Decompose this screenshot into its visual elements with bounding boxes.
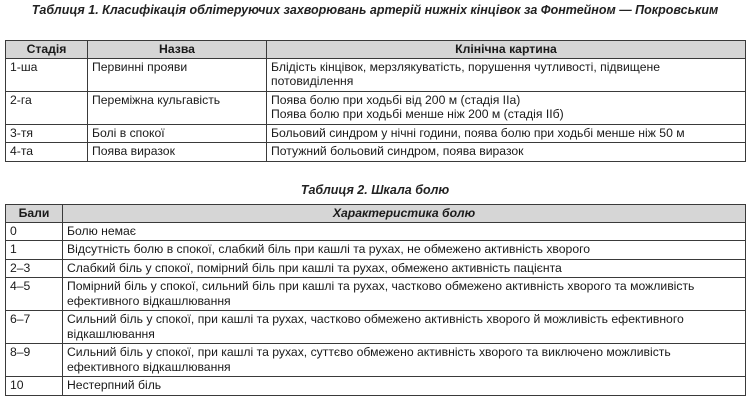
stage-cell: 1-ша: [6, 58, 88, 91]
picture-line: Поява болю при ходьбі менше ніж 200 м (стадія IIб): [271, 107, 564, 121]
table-row: [6, 241, 746, 260]
picture-line: Потужний больовий синдром, поява виразок: [271, 144, 524, 158]
table-row: [6, 278, 746, 311]
description-cell: Сильний біль у спокої, при кашлі та рухах, суттєво обмежено активність хворого та виключено можливість ефективного відкашлювання: [63, 344, 746, 377]
table1-header-name: Назва: [88, 41, 267, 59]
description-cell: Нестерпний біль: [63, 377, 746, 396]
score-cell: 10: [6, 377, 63, 396]
table-row: [6, 143, 746, 162]
table2-header-description: Характеристика болю: [63, 205, 746, 223]
table-row: [6, 124, 746, 143]
table-row: [6, 377, 746, 396]
score-cell: 4–5: [6, 278, 63, 311]
table-row: [6, 222, 746, 241]
description-cell: Відсутність болю в спокої, слабкий біль при кашлі та рухах, не обмежено активність хворого: [63, 241, 746, 260]
stage-cell: 3-тя: [6, 124, 88, 143]
picture-line: Больовий синдром у нічні години, поява болю при ходьбі менше ніж 50 м: [271, 125, 685, 140]
table-row: [6, 344, 746, 377]
table2-caption: Таблиця 2. Шкала болю: [300, 183, 450, 197]
picture-cell: [267, 58, 746, 91]
score-cell: 1: [6, 241, 63, 260]
table1-header-picture: Клінічна картина: [267, 41, 746, 59]
picture-cell: [267, 124, 746, 143]
table-row: [6, 259, 746, 278]
table1-header-stage: Стадія: [6, 41, 88, 59]
table2-header-score: Бали: [6, 205, 63, 223]
table1-caption: Таблиця 1. Класифікація облітеруючих захворювань артерій нижніх кінцівок за Фонтейном — Покровським: [31, 3, 719, 17]
name-cell: Болі в спокої: [88, 124, 267, 143]
score-cell: 6–7: [6, 311, 63, 344]
description-cell: Сильний біль у спокої, при кашлі та рухах, частково обмежено активність хворого й можливість ефективного відкашлювання: [63, 311, 746, 344]
score-cell: 2–3: [6, 259, 63, 278]
picture-cell: [267, 91, 746, 124]
pain-scale-table: [5, 204, 746, 396]
description-cell: Помірний біль у спокої, сильний біль при кашлі та рухах, частково обмежено активність хворого та можливість ефективного відкашлювання: [63, 278, 746, 311]
table-row: [6, 58, 746, 91]
score-cell: 0: [6, 222, 63, 241]
score-cell: 8–9: [6, 344, 63, 377]
table-row: [6, 91, 746, 124]
table2-header-row: [6, 205, 746, 223]
description-cell: Слабкий біль у спокої, помірний біль при кашлі та рухах, обмежено активність пацієнта: [63, 259, 746, 278]
fontaine-classification-table: [5, 40, 746, 162]
stage-cell: 2-га: [6, 91, 88, 124]
name-cell: Переміжна кульгавість: [88, 91, 267, 124]
name-cell: Поява виразок: [88, 143, 267, 162]
name-cell: Первинні прояви: [88, 58, 267, 91]
picture-line: Поява болю при ходьбі від 200 м (стадія IIа): [271, 92, 521, 107]
table-row: [6, 311, 746, 344]
description-cell: Болю немає: [63, 222, 746, 241]
stage-cell: 4-та: [6, 143, 88, 162]
picture-cell: [267, 143, 746, 162]
picture-line: Блідість кінцівок, мерзлякуватість, порушення чутливості, підвищене потовиділення: [271, 59, 660, 88]
table1-header-row: [6, 41, 746, 59]
